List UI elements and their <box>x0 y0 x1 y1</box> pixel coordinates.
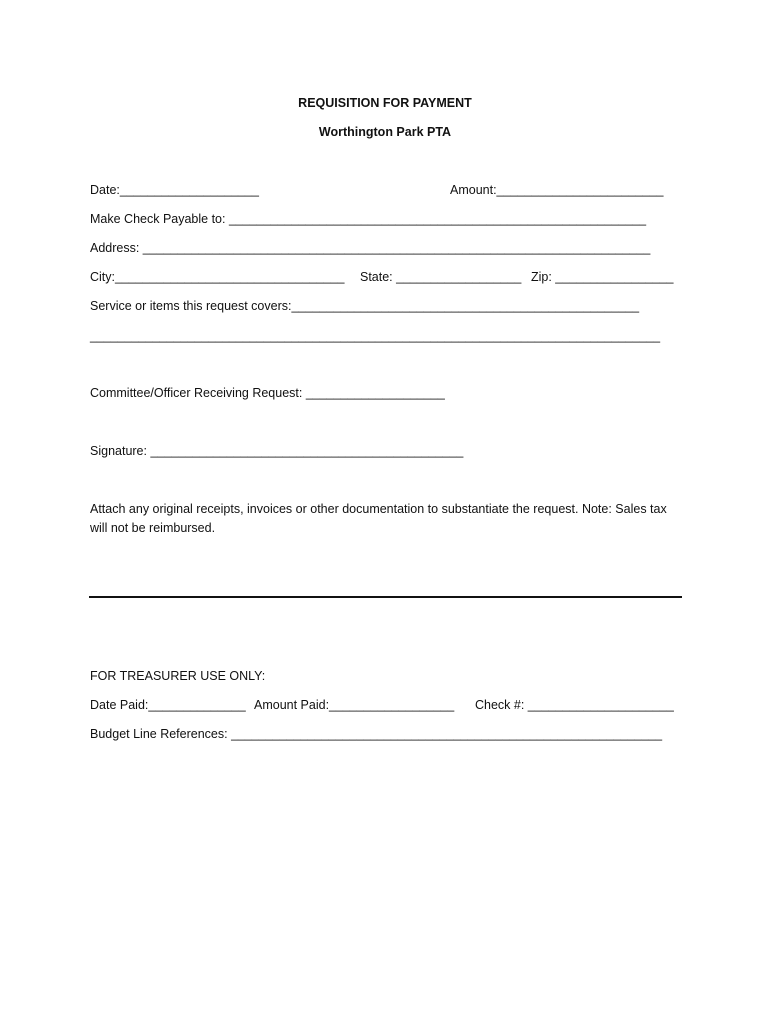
payable-to-field: Make Check Payable to: ____________________________________________________________ <box>90 212 647 226</box>
date-paid-field: Date Paid:______________ <box>90 698 246 712</box>
section-divider <box>89 596 682 598</box>
committee-field: Committee/Officer Receiving Request: ____________________ <box>90 386 445 400</box>
zip-field: Zip: _________________ <box>531 270 674 284</box>
budget-line-field: Budget Line References: ______________________________________________________________ <box>90 727 663 741</box>
document-title: REQUISITION FOR PAYMENT <box>298 96 472 110</box>
address-field: Address: _________________________________________________________________________ <box>90 241 651 255</box>
service-field: Service or items this request covers:__________________________________________________ <box>90 299 640 313</box>
state-field: State: __________________ <box>360 270 522 284</box>
check-number-field: Check #: _____________________ <box>475 698 674 712</box>
service-field-continuation: __________________________________________________________________________________ <box>90 329 661 343</box>
amount-field: Amount:________________________ <box>450 183 664 197</box>
organization-name: Worthington Park PTA <box>318 125 452 139</box>
date-field: Date:____________________ <box>90 183 259 197</box>
treasurer-heading: FOR TREASURER USE ONLY: <box>90 669 266 683</box>
signature-field: Signature: _____________________________________________ <box>90 444 464 458</box>
amount-paid-field: Amount Paid:__________________ <box>254 698 455 712</box>
receipts-note: Attach any original receipts, invoices or other documentation to substantiate the request. Note: Sales tax will not be reimbursed. <box>90 502 667 535</box>
city-field: City:_________________________________ <box>90 270 345 284</box>
